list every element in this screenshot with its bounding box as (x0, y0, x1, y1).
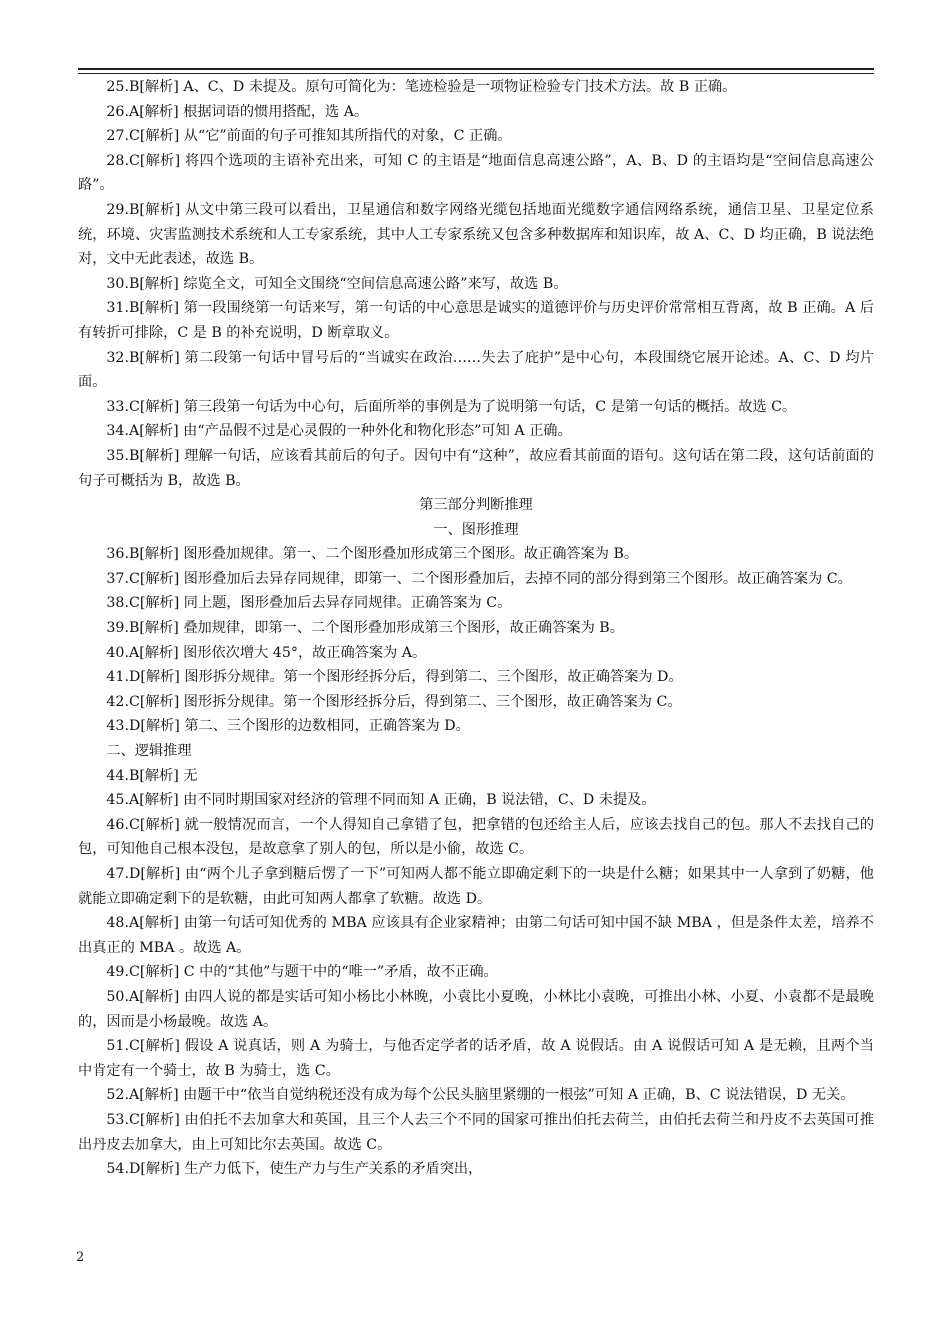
analysis-text: 由不同时期国家对经济的管理不同而知 A 正确，B 说法错，C、D 未提及。 (183, 792, 656, 809)
analysis-text: 综览全文，可知全文围绕“空间信息高速公路”来写，故选 B。 (183, 275, 568, 292)
answer-key: 51.C (106, 1038, 140, 1055)
answer-key: 54.D (106, 1161, 141, 1178)
answer-key: 46.C (106, 816, 140, 833)
analysis-tag: [解析] (139, 300, 180, 317)
analysis-text: 假设 A 说真话，则 A 为骑士，与他否定学者的话矛盾，故 A 说假话。由 A 说假话可知 A 是无赖，且两个当中肯定有一个骑士，故 B 为骑士，选 C。 (78, 1038, 874, 1079)
analysis-text: 图形拆分规律。第一个图形经拆分后，得到第二、三个图形，故正确答案为 D。 (184, 669, 683, 686)
answer-item (78, 419, 874, 444)
answer-key: 35.B (106, 447, 140, 464)
analysis-text: A、C、D 未提及。原句可简化为：笔迹检验是一项物证检验专门技术方法。故 B 正确。 (183, 79, 737, 95)
header-rule-thin (78, 73, 874, 74)
answer-key: 32.B (106, 349, 140, 366)
analysis-tag: [解析] (139, 546, 179, 563)
analysis-tag: [解析] (139, 693, 180, 710)
analysis-text: 图形依次增大 45°，故正确答案为 A。 (183, 644, 427, 661)
analysis-text: 理解一句话，应该看其前后的句子。因句中有“这种”，故应看其前面的语句。这句话在第二段，这句话前面的句子可概括为 B，故选 B。 (78, 447, 874, 489)
answer-key: 40.A (106, 644, 140, 661)
analysis-text: 第一段围绕第一句话来写，第一句话的中心意思是诚实的道德评价与历史评价常常相互背离，故 B 正确。A 后有转折可排除，C 是 B 的补充说明，D 断章取义。 (78, 300, 874, 341)
analysis-tag: [解析] (139, 398, 180, 415)
answer-key: 50.A (106, 988, 140, 1005)
answer-key: 42.C (106, 693, 140, 710)
answer-item (78, 444, 874, 493)
answer-item (78, 985, 874, 1034)
answer-key: 52.A (106, 1087, 140, 1104)
answer-item (78, 813, 874, 862)
answer-item (78, 1083, 874, 1108)
answer-item (78, 100, 874, 125)
section-title: 第三部分判断推理 (419, 497, 533, 514)
analysis-text: 第三段第一句话为中心句，后面所举的事例是为了说明第一句话，C 是第一句话的概括。故选 C。 (183, 398, 797, 415)
answer-item (78, 567, 874, 592)
analysis-text: 同上题，图形叠加后去异存同规律。正确答案为 C。 (183, 595, 512, 612)
analysis-text: 图形叠加后去异存同规律，即第一、二个图形叠加后，去掉不同的部分得到第三个图形。故正确答案为 C。 (183, 570, 852, 587)
analysis-tag: [解析] (139, 792, 179, 809)
analysis-tag: [解析] (139, 988, 180, 1005)
answer-key: 47.D (106, 866, 141, 882)
answer-item (78, 75, 874, 100)
analysis-text: 生产力低下，使生产力与生产关系的矛盾突出， (184, 1161, 483, 1178)
answer-key: 31.B (106, 300, 140, 317)
analysis-tag: [解析] (140, 669, 180, 686)
subsection-title-figures: 一、图形推理 (433, 521, 519, 538)
answer-item (78, 149, 874, 198)
answer-item (78, 616, 874, 641)
analysis-text: 叠加规律，即第一、二个图形叠加形成第三个图形，故正确答案为 B。 (183, 620, 624, 637)
answer-key: 41.D (106, 669, 141, 686)
analysis-text: 图形拆分规律。第一个图形经拆分后，得到第二、三个图形，故正确答案为 C。 (183, 693, 682, 710)
answer-key: 43.D (106, 718, 141, 735)
analysis-text: 由题干中“依当自觉纳税还没有成为每个公民头脑里紧绷的一根弦”可知 A 正确，B、C 说法错误，D 无关。 (183, 1087, 855, 1104)
answer-item (78, 788, 874, 813)
answer-key: 26.A (106, 103, 140, 120)
analysis-tag: [解析] (139, 128, 180, 145)
analysis-tag: [解析] (139, 964, 180, 981)
answer-key: 36.B (106, 546, 140, 563)
analysis-tag: [解析] (139, 595, 180, 612)
analysis-tag: [解析] (139, 201, 181, 218)
answer-item (78, 641, 874, 666)
analysis-tag: [解析] (139, 767, 179, 784)
answer-item (78, 272, 874, 297)
subsection-title-logic: 二、逻辑推理 (106, 743, 192, 760)
analysis-text: 第二、三个图形的边数相同，正确答案为 D。 (184, 718, 470, 735)
answer-block-reading (78, 75, 874, 493)
analysis-tag: [解析] (139, 570, 180, 587)
analysis-text: 从“它”前面的句子可推知其所指代的对象，C 正确。 (183, 128, 512, 145)
analysis-text: C 中的“其他”与题干中的“唯一”矛盾，故不正确。 (183, 964, 498, 981)
answer-key: 25.B (106, 79, 140, 95)
analysis-tag: [解析] (139, 103, 179, 120)
answer-key: 28.C (106, 152, 140, 169)
analysis-tag: [解析] (139, 644, 179, 661)
answer-item (78, 1034, 874, 1083)
analysis-text: 第二段第一句话中冒号后的“当诚实在政治……失去了庇护”是中心句，本段围绕它展开论述。A、C、D 均片面。 (78, 349, 874, 391)
answer-item (78, 1108, 874, 1157)
analysis-tag: [解析] (140, 1161, 180, 1178)
analysis-text: 由伯托不去加拿大和英国，且三个人去三个不同的国家可推出伯托去荷兰，由伯托去荷兰和丹皮不去英国可推出丹皮去加拿大，由上可知比尔去英国。故选 C。 (78, 1111, 875, 1153)
analysis-tag: [解析] (140, 718, 180, 735)
answer-key: 49.C (106, 964, 140, 981)
analysis-text: 从文中第三段可以看出，卫星通信和数字网络光缆包括地面光缆数字通信网络系统，通信卫星、卫星定位系统，环境、灾害监测技术系统和人工专家系统，其中人工专家系统又包含多种数据库和知识库，故 A、C、D 均正确，B 说法绝对，文中无此表述，故选 B。 (78, 201, 874, 268)
answer-item (78, 124, 874, 149)
answer-item (78, 296, 874, 345)
answer-item (78, 542, 874, 567)
answer-key: 53.C (106, 1111, 140, 1128)
analysis-tag: [解析] (139, 152, 181, 169)
analysis-tag: [解析] (139, 915, 180, 932)
answer-item (78, 764, 874, 789)
answer-item (78, 591, 874, 616)
answer-item (78, 1157, 874, 1182)
analysis-tag: [解析] (139, 1111, 180, 1128)
answer-key: 44.B (106, 767, 140, 784)
analysis-text: 根据词语的惯用搭配，选 A。 (183, 103, 369, 120)
answer-key: 30.B (106, 275, 140, 292)
analysis-tag: [解析] (139, 447, 180, 464)
answer-key: 27.C (106, 128, 140, 145)
analysis-tag: [解析] (139, 79, 179, 95)
answer-item (78, 911, 874, 960)
answer-key: 34.A (106, 423, 140, 440)
answer-item (78, 862, 874, 911)
answer-key: 39.B (106, 620, 140, 637)
answer-key: 37.C (106, 570, 140, 587)
header-rule-thick (78, 68, 874, 70)
analysis-text: 由“产品假不过是心灵假的一种外化和物化形态”可知 A 正确。 (183, 423, 572, 440)
answer-item (78, 198, 874, 272)
page-content (78, 75, 874, 1182)
analysis-text: 由四人说的都是实话可知小杨比小林晚，小袁比小夏晚，小林比小袁晚，可推出小林、小夏、小袁都不是最晚的，因而是小杨最晚。故选 A。 (78, 988, 874, 1030)
answer-block-logic (78, 764, 874, 1182)
answer-item (78, 714, 874, 739)
answer-key: 48.A (106, 915, 140, 932)
analysis-tag: [解析] (139, 620, 179, 637)
analysis-text: 就一般情况而言，一个人得知自己拿错了包，把拿错的包还给主人后，应该去找自己的包。那人不去找自己的包，可知他自己根本没包，是故意拿了别人的包，所以是小偷，故选 C。 (78, 816, 875, 858)
analysis-tag: [解析] (140, 866, 181, 882)
analysis-text: 由第一句话可知优秀的 MBA 应该具有企业家精神；由第二句话可知中国不缺 MBA ，但是条件太差，培养不出真正的 MBA 。故选 A。 (78, 915, 874, 956)
answer-key: 45.A (106, 792, 140, 809)
analysis-text: 无 (183, 767, 198, 784)
answer-key: 38.C (106, 595, 140, 612)
analysis-tag: [解析] (139, 1038, 180, 1055)
answer-block-figures (78, 542, 874, 739)
analysis-text: 将四个选项的主语补充出来，可知 C 的主语是“地面信息高速公路”，A、B、D 的主语均是“空间信息高速公路”。 (78, 152, 874, 194)
analysis-text: 图形叠加规律。第一、二个图形叠加形成第三个图形。故正确答案为 B。 (183, 546, 639, 563)
analysis-tag: [解析] (139, 1087, 179, 1104)
analysis-tag: [解析] (139, 423, 179, 440)
answer-item (78, 665, 874, 690)
analysis-tag: [解析] (139, 816, 180, 833)
answer-item (78, 346, 874, 395)
answer-item (78, 690, 874, 715)
analysis-tag: [解析] (139, 349, 180, 366)
analysis-text: 由“两个儿子拿到糖后愣了一下”可知两人都不能立即确定剩下的一块是什么糖；如果其中一人拿到了奶糖，他就能立即确定剩下的是软糖，由此可知两人都拿了软糖。故选 D。 (78, 866, 874, 907)
answer-key: 33.C (106, 398, 140, 415)
analysis-tag: [解析] (139, 275, 179, 292)
answer-key: 29.B (106, 201, 140, 218)
page-number: 2 (76, 1250, 85, 1265)
answer-item (78, 395, 874, 420)
answer-item (78, 960, 874, 985)
